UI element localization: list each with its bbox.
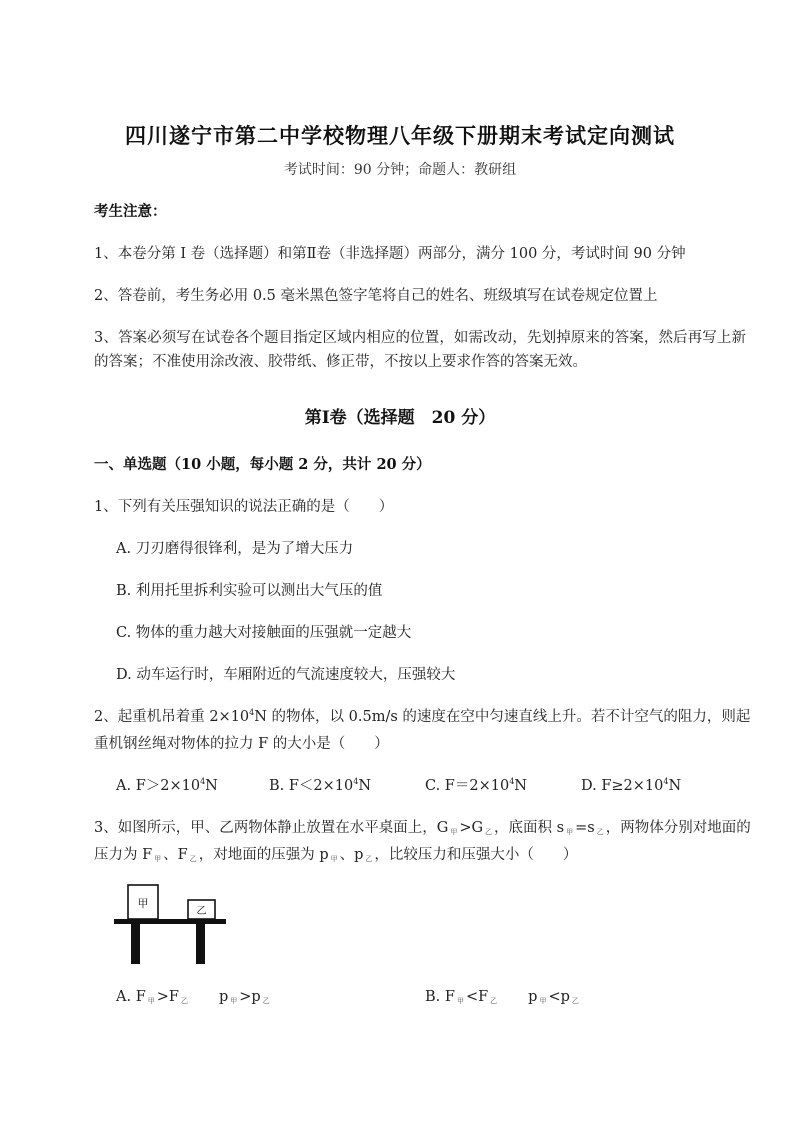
object-yi-label: 乙	[196, 906, 207, 917]
question-1-option-a[interactable]: A. 刀刃磨得很锋利，是为了增大压力	[116, 541, 354, 557]
notice-item-3: 3、答案必须写在试卷各个题目指定区域内相应的位置，如需改动，先划掉原来的答案，然后再写上新的答案；不准使用涂改液、胶带纸、修正带，不按以上要求作答的答案无效。	[94, 330, 746, 370]
question-3-stem-line1: 3、如图所示，甲、乙两物体静止放置在水平桌面上，G $_甲$ >G $_乙$ ，底面积 s $_甲$ =s $_乙$ ，两物体分别对地面的	[94, 820, 751, 836]
object-jia-label: 甲	[137, 897, 149, 910]
table-figure	[112, 883, 232, 968]
question-1-option-d[interactable]: D. 动车运行时，车厢附近的气流速度较大，压强较大	[116, 667, 456, 683]
table-leg-right	[196, 924, 205, 964]
table-leg-left	[131, 924, 140, 964]
exam-title: 四川遂宁市第二中学校物理八年级下册期末考试定向测试	[125, 123, 675, 148]
exam-subtitle: 考试时间：90 分钟；命题人：教研组	[283, 162, 517, 178]
question-1-option-b[interactable]: B. 利用托里拆利实验可以测出大气压的值	[116, 583, 383, 599]
question-1-option-c[interactable]: C. 物体的重力越大对接触面的压强就一定越大	[116, 625, 412, 641]
question-2-stem-line2: 重机钢丝绳对物体的拉力 F 的大小是（ ）	[94, 736, 389, 752]
section-title: 第Ⅰ卷（选择题 20 分）	[304, 408, 496, 428]
question-2-stem-line1: 2、起重机吊着重 $2\times 10^4N$ 的物体，以 0.5m/s 的速度在空中匀速直线上升。若不计空气的阻力，则起	[94, 708, 751, 725]
question-2-option-c[interactable]: C. $F=2\times 10^4N$	[425, 777, 527, 794]
question-3-option-b[interactable]: B. F $_甲$ <F $_乙$ p $_甲$ <p $_乙$	[425, 989, 579, 1005]
question-1-stem: 1、下列有关压强知识的说法正确的是（ ）	[94, 499, 394, 515]
notice-heading: 考生注意：	[94, 203, 167, 220]
question-3-option-a[interactable]: A. F $_甲$ >F $_乙$ p $_甲$ >p $_乙$	[116, 989, 270, 1005]
question-2-option-a[interactable]: A. $F>2\times 10^4N$	[116, 777, 218, 794]
table-top	[114, 919, 226, 924]
notice-item-2: 2、答卷前，考生务必用 0.5 毫米黑色签字笔将自己的姓名、班级填写在试卷规定位置上	[94, 288, 658, 304]
notice-item-1: 1、本卷分第 I 卷（选择题）和第Ⅱ卷（非选择题）两部分，满分 100 分，考试时间 90 分钟	[94, 246, 686, 262]
question-2-option-b[interactable]: B. $F<2\times 10^4N$	[269, 777, 372, 794]
question-3-stem-line2: 压力为 F $_甲$ 、F $_乙$ ，对地面的压强为 p $_甲$ 、p $_乙$ ，比较压力和压强大小（ ）	[94, 847, 578, 863]
question-2-option-d[interactable]: D. $F\ge 2\times 10^4N$	[581, 777, 682, 794]
part-heading: 一、单选题（10 小题，每小题 2 分，共计 20 分）	[94, 456, 431, 473]
